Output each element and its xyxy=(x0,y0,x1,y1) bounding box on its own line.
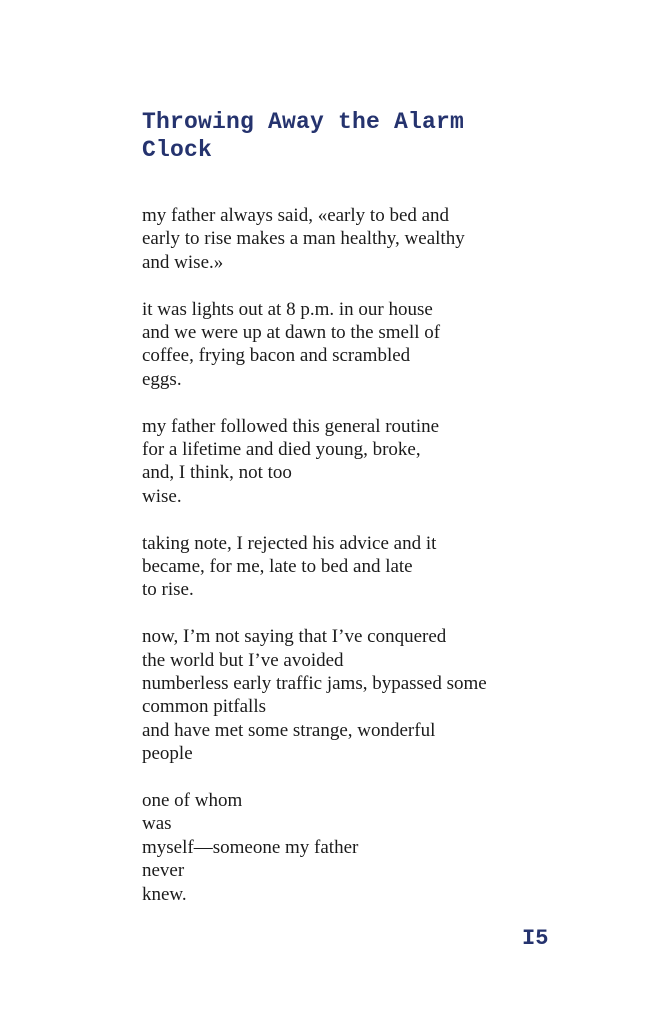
stanza xyxy=(142,625,562,765)
poem-line: coffee, frying bacon and scrambled xyxy=(142,345,411,367)
poem-line: people xyxy=(142,743,193,765)
poem-line: eggs. xyxy=(142,368,182,390)
poem-line: became, for me, late to bed and late xyxy=(142,556,413,578)
poem-line: and, I think, not too xyxy=(142,462,292,484)
poem-line: wise. xyxy=(142,485,182,507)
poem-line: knew. xyxy=(142,883,187,905)
page-number: I5 xyxy=(522,926,549,951)
poem-line: and we were up at dawn to the smell of xyxy=(142,322,441,344)
poem-line: and have met some strange, wonderful xyxy=(142,719,436,741)
poem-line: my father followed this general routine xyxy=(142,415,440,437)
poem-line: to rise. xyxy=(142,579,194,601)
poem-title xyxy=(142,108,522,164)
poem-line: now, I’m not saying that I’ve conquered xyxy=(142,626,447,648)
poem-line: early to rise makes a man healthy, wealthy xyxy=(142,228,465,250)
poem-body xyxy=(142,204,562,930)
stanza xyxy=(142,415,562,509)
poem-line: numberless early traffic jams, bypassed some xyxy=(142,673,487,695)
poem-line: never xyxy=(142,860,185,882)
poem-line: was xyxy=(142,813,172,835)
poem-line: and wise.» xyxy=(142,251,224,273)
poem-title-line: Clock xyxy=(142,137,213,163)
poem-line: one of whom xyxy=(142,790,243,812)
stanza xyxy=(142,298,562,392)
poem-line: the world but I’ve avoided xyxy=(142,649,344,671)
poem-line: common pitfalls xyxy=(142,696,267,718)
poem-line: taking note, I rejected his advice and it xyxy=(142,532,437,554)
stanza xyxy=(142,532,562,602)
stanza xyxy=(142,789,562,906)
poem-line: myself—someone my father xyxy=(142,836,359,858)
poem-line: for a lifetime and died young, broke, xyxy=(142,439,421,461)
poem-title-line: Throwing Away the Alarm xyxy=(142,109,465,135)
poem-line: my father always said, «early to bed and xyxy=(142,205,450,226)
stanza xyxy=(142,204,562,274)
poem-line: it was lights out at 8 p.m. in our house xyxy=(142,298,433,320)
